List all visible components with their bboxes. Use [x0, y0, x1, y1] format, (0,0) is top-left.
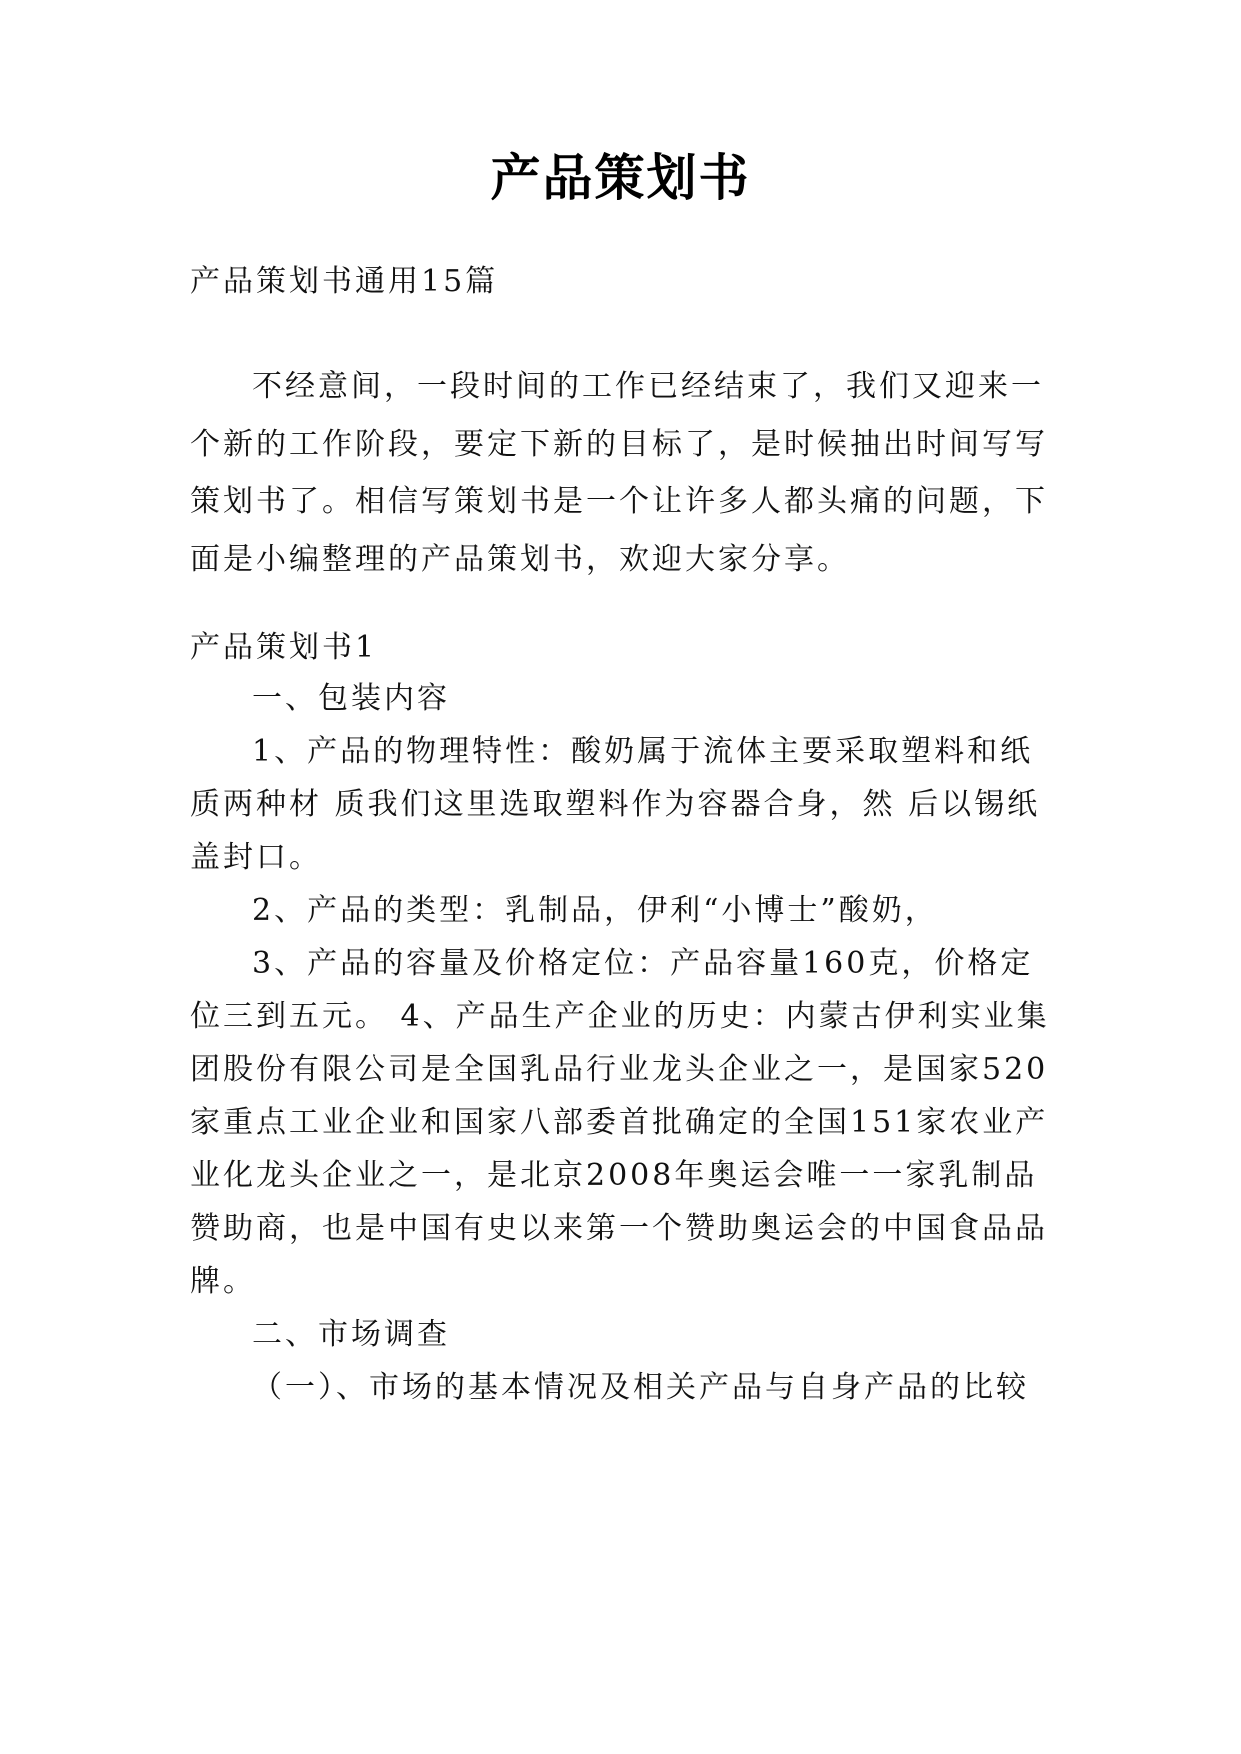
body-line: 位三到五元。 4、产品生产企业的历史：内蒙古伊利实业集: [190, 999, 1050, 1034]
body-line: 2、产品的类型：乳制品，伊利“小博士”酸奶，: [252, 893, 938, 928]
body-line: 盖封口。: [190, 840, 322, 875]
document-title: 产品策划书: [490, 148, 751, 207]
body-line: 3、产品的容量及价格定位：产品容量160克，价格定: [252, 946, 1034, 981]
document-subtitle: 产品策划书通用15篇: [190, 264, 499, 299]
body-line: 一、包装内容: [252, 681, 450, 716]
body-line: 1、产品的物理特性：酸奶属于流体主要采取塑料和纸: [252, 734, 1034, 769]
section-heading: 产品策划书1: [190, 630, 378, 665]
body-line: 牌。: [190, 1264, 256, 1299]
body-line: 团股份有限公司是全国乳品行业龙头企业之一，是国家520: [190, 1052, 1049, 1087]
intro-line: 策划书了。相信写策划书是一个让许多人都头痛的问题，下: [190, 484, 1048, 519]
intro-line: 面是小编整理的产品策划书，欢迎大家分享。: [190, 542, 850, 577]
intro-line: 个新的工作阶段，要定下新的目标了，是时候抽出时间写写: [190, 427, 1048, 462]
body-line: （一）、市场的基本情况及相关产品与自身产品的比较: [252, 1370, 1029, 1405]
body-line: 业化龙头企业之一，是北京2008年奥运会唯一一家乳制品: [190, 1158, 1038, 1193]
body-line: 质两种材 质我们这里选取塑料作为容器合身，然 后以锡纸: [190, 787, 1041, 822]
body-line: 二、市场调查: [252, 1317, 450, 1352]
body-line: 赞助商，也是中国有史以来第一个赞助奥运会的中国食品品: [190, 1211, 1048, 1246]
intro-line: 不经意间，一段时间的工作已经结束了，我们又迎来一: [252, 369, 1044, 404]
body-line: 家重点工业企业和国家八部委首批确定的全国151家农业产: [190, 1105, 1049, 1140]
